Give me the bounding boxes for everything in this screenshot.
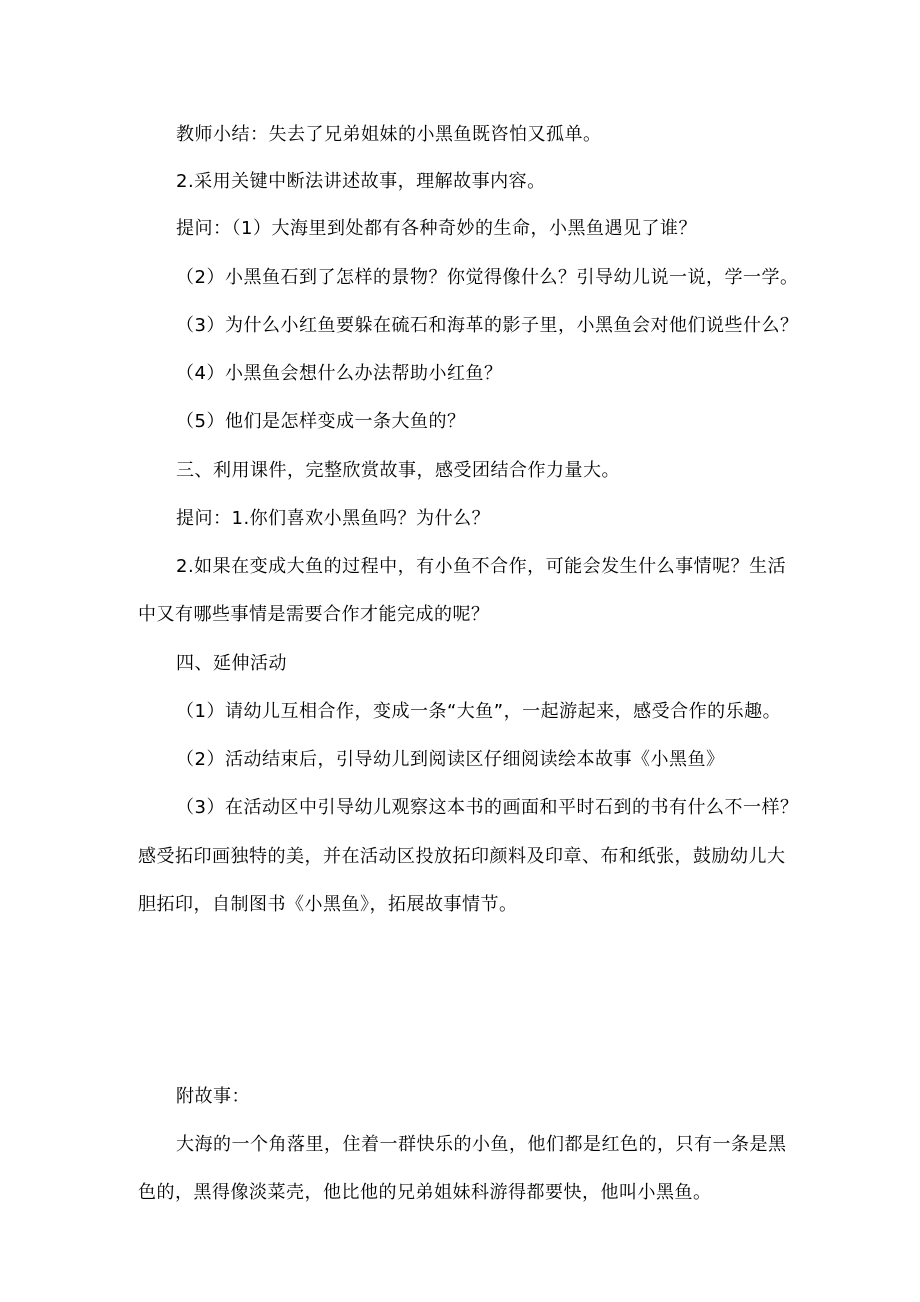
- story-paragraph-line1: 大海的一个角落里，住着一群快乐的小鱼，他们都是红色的，只有一条是黑: [176, 1134, 787, 1155]
- paragraph-question-3: （3）为什么小红鱼要躲在硫石和海革的影子里，小黑鱼会对他们说些什么？: [176, 315, 799, 336]
- story-paragraph-line2: 色的，黑得像淡菜壳，他比他的兄弟姐妹科游得都要快，他叫小黑鱼。: [138, 1182, 712, 1203]
- paragraph-question-1: 提问：（1）大海里到处都有各种奇妙的生命，小黑鱼遇见了谁？: [176, 218, 697, 239]
- paragraph-question-4: （4）小黑鱼会想什么办法帮助小红鱼？: [176, 363, 503, 384]
- paragraph-extension-1: （1）请幼儿互相合作，变成一条“大鱼”，一起游起来，感受合作的乐趣。: [176, 701, 782, 722]
- story-heading: 附故事：: [176, 1086, 250, 1107]
- paragraph-question-cooperate-line1: 2.如果在变成大鱼的过程中，有小鱼不合作，可能会发生什么事情呢？生活: [176, 556, 787, 577]
- paragraph-step-2: 2.采用关键中断法讲述故事，理解故事内容。: [176, 171, 546, 192]
- paragraph-question-like: 提问：1.你们喜欢小黑鱼吗？为什么？: [176, 508, 491, 529]
- paragraph-question-5: （5）他们是怎样变成一条大鱼的？: [176, 411, 466, 432]
- section-heading-4: 四、延伸活动: [176, 653, 287, 674]
- paragraph-extension-3-line3: 胆拓印，自制图书《小黑鱼》，拓展故事情节。: [138, 894, 518, 915]
- paragraph-extension-2: （2）活动结束后，引导幼儿到阅读区仔细阅读绘本故事《小黑鱼》: [176, 749, 725, 770]
- paragraph-question-2: （2）小黑鱼石到了怎样的景物？你觉得像什么？引导幼儿说一说，学一学。: [176, 267, 799, 288]
- section-heading-3: 三、利用课件，完整欣赏故事，感受团结合作力量大。: [176, 460, 620, 481]
- paragraph-teacher-summary: 教师小结：失去了兄弟姐妹的小黑鱼既咨怕又孤单。: [176, 124, 602, 145]
- paragraph-extension-3-line2: 感受拓印画独特的美，并在活动区投放拓印颜料及印章、布和纸张，鼓励幼儿大: [138, 846, 786, 867]
- paragraph-question-cooperate-line2: 中又有哪些事情是需要合作才能完成的呢？: [138, 604, 490, 625]
- paragraph-extension-3-line1: （3）在活动区中引导幼儿观察这本书的画面和平时石到的书有什么不一样？: [176, 797, 799, 818]
